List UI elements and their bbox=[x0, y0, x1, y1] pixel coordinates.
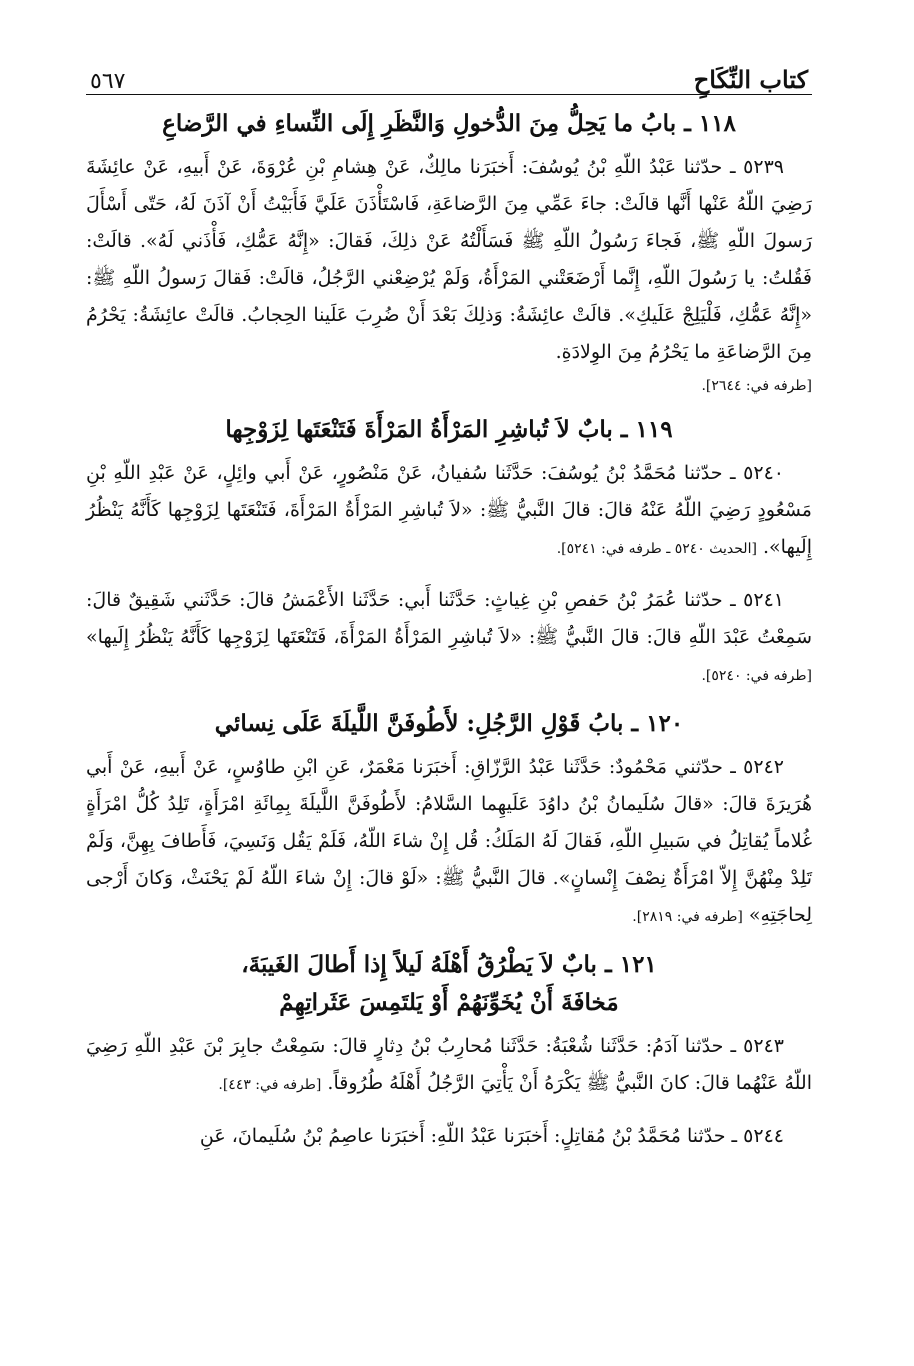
chapter-heading-120: ١٢٠ ـ بابُ قَوْلِ الرَّجُلِ: لأَطُوفَنَّ اللَّيلَةَ عَلَى نِسائي bbox=[214, 710, 684, 737]
hadith-5240 bbox=[86, 455, 812, 568]
cross-reference: [طرفه في: ٢٦٤٤]. bbox=[701, 378, 812, 394]
cross-reference: [الحديث ٥٢٤٠ ـ طرفه في: ٥٢٤١]. bbox=[556, 541, 757, 557]
hadith-5239 bbox=[86, 149, 812, 371]
hadith-5244 bbox=[86, 1118, 812, 1155]
hadith-text: ٥٢٣٩ ـ حدّثنا عَبْدُ اللّهِ بْنُ يُوسُفَ: أَخبَرَنا مالِكٌ، عَنْ هِشامِ بْنِ عُرْوَةَ، عَنْ أَبيهِ، عَنْ عائِشَةَ رَضِيَ اللّهُ عَنْها أَنَّها قالَتْ: جاءَ عَمِّي مِنَ الرَّضاعَةِ، فَاسْتَأْذَنَ عَلَيَّ فَأَبَيْتُ أَنْ آذَنَ لَهُ، حَتّى أَسْأَلَ رَسولَ اللّهِ ﷺ، فَجاءَ رَسُولُ اللّهِ ﷺ فَسَأَلْتُهُ عَنْ ذلِكَ، فَقالَ: «إِنَّهُ عَمُّكِ، فَأْذَني لَهُ». قالَتْ: فَقُلتُ: يا رَسُولَ اللّهِ، إِنَّما أَرْضَعَتْني المَرْأَةُ، وَلَمْ يُرْضِعْني الرَّجُلُ، قالَتْ: فَقالَ رَسولُ اللّهِ ﷺ: «إِنَّهُ عَمُّكِ، فَلْيَلِجْ عَلَيكِ». قالَتْ عائِشَةُ: وَذلِكَ بَعْدَ أَنْ ضُرِبَ عَلَينا الحِجابُ. قالَتْ عائِشَةُ: يَحْرُمُ مِنَ الرَّضاعَةِ ما يَحْرُمُ مِنَ الوِلادَةِ. bbox=[86, 156, 812, 363]
cross-reference: [طرفه في: ٢٨١٩]. bbox=[632, 909, 743, 925]
hadith-5243 bbox=[86, 1028, 812, 1104]
hadith-text: ٥٢٤٤ ـ حدّثنا مُحَمَّدُ بْنُ مُقاتِلٍ: أَخبَرَنا عَبْدُ اللّهِ: أَخبَرَنا عاصِمُ بْنُ سُلَيمانَ، عَنِ bbox=[199, 1125, 784, 1147]
cross-reference: [طرفه في: ٥٢٤٠]. bbox=[701, 668, 812, 684]
hadith-5242 bbox=[86, 749, 812, 936]
chapter-subheading-121: مَخافَةَ أَنْ يُخَوِّنَهُمْ أَوْ يَلتَمِسَ عَثَراتِهِمْ bbox=[279, 989, 619, 1016]
chapter-heading-118: ١١٨ ـ بابُ ما يَحِلُّ مِنَ الدُّخولِ وَالنَّظَرِ إِلَى النِّساءِ في الرَّضاعِ bbox=[162, 110, 736, 137]
hadith-5241 bbox=[86, 582, 812, 695]
hadith-text: ٥٢٤٢ ـ حدّثني مَحْمُودٌ: حَدَّثَنا عَبْدُ الرَّزّاقِ: أَخبَرَنا مَعْمَرٌ، عَنِ ابْنِ طاوُسٍ، عَنْ أَبيهِ، عَنْ أَبي هُرَيرَةَ قالَ: «قالَ سُلَيمانُ بْنُ داوُدَ عَلَيهِما السَّلامُ: لأَطُوفَنَّ اللَّيلَةَ بِمِائَةِ امْرَأَةٍ، تَلِدُ كُلُّ امْرَأَةٍ غُلاماً يُقاتِلُ في سَبيلِ اللّهِ، فَقالَ لَهُ المَلَكُ: قُل إِنْ شاءَ اللّهُ، فَلَمْ يَقُل وَنَسِيَ، فَأَطافَ بِهِنَّ، وَلَمْ تَلِدْ مِنْهُنَّ إِلاّ امْرَأَةٌ نِصْفَ إِنْسانٍ». قالَ النَّبيُّ ﷺ: «لَوْ قالَ: إِنْ شاءَ اللّهُ لَمْ يَحْنَثْ، وَكانَ أَرْجى لِحاجَتِهِ» bbox=[86, 756, 812, 926]
cross-reference: [طرفه في: ٤٤٣]. bbox=[218, 1077, 322, 1093]
hadith-text: ٥٢٤٠ ـ حدّثنا مُحَمَّدُ بْنُ يُوسُفَ: حَدَّثَنا سُفيانُ، عَنْ مَنْصُورٍ، عَنْ أَبي وائِلٍ، عَنْ عَبْدِ اللّهِ بْنِ مَسْعُودٍ رَضِيَ اللّهُ عَنْهُ قالَ: قالَ النَّبيُّ ﷺ: «لاَ تُباشِرِ المَرْأَةُ المَرْأَةَ، فَتَنْعَتَها لِزَوْجِها كَأَنَّهُ يَنْظُرُ إِلَيها». bbox=[86, 462, 812, 558]
page-number: ٥٦٧ bbox=[90, 69, 126, 94]
hadith-text: ٥٢٤١ ـ حدّثنا عُمَرُ بْنُ حَفصِ بْنِ غِياثٍ: حَدَّثَنا أَبي: حَدَّثَنا الأَعْمَشُ قالَ: حَدَّثَني شَقِيقٌ قالَ: سَمِعْتُ عَبْدَ اللّهِ قالَ: قالَ النَّبيُّ ﷺ: «لاَ تُباشِرِ المَرْأَةُ المَرْأَةَ، فَتَنْعَتَها لِزَوْجِها كَأَنَّهُ يَنْظُرُ إِلَيها» bbox=[86, 589, 812, 648]
document-page bbox=[86, 52, 812, 1352]
running-head bbox=[86, 52, 812, 95]
chapter-heading-119: ١١٩ ـ بابٌ لاَ تُباشِرِ المَرْأَةُ المَرْأَةَ فَتَنْعَتَها لِزَوْجِها bbox=[225, 416, 673, 443]
chapter-heading-121: ١٢١ ـ بابٌ لاَ يَطْرُقُ أَهْلَهُ لَيلاً إِذا أَطالَ الغَيبَةَ، bbox=[241, 951, 657, 978]
book-title: كتاب النِّكَاحِ bbox=[693, 65, 808, 94]
hadith-text: ٥٢٤٣ ـ حدّثنا آدَمُ: حَدَّثَنا شُعْبَةُ: حَدَّثَنا مُحارِبُ بْنُ دِثارٍ قالَ: سَمِعْتُ جابِرَ بْنَ عَبْدِ اللّهِ رَضِيَ اللّهُ عَنْهُما قالَ: كانَ النَّبيُّ ﷺ يَكْرَهُ أَنْ يَأْتِيَ الرَّجُلُ أَهْلَهُ طُرُوقاً. bbox=[86, 1035, 812, 1094]
